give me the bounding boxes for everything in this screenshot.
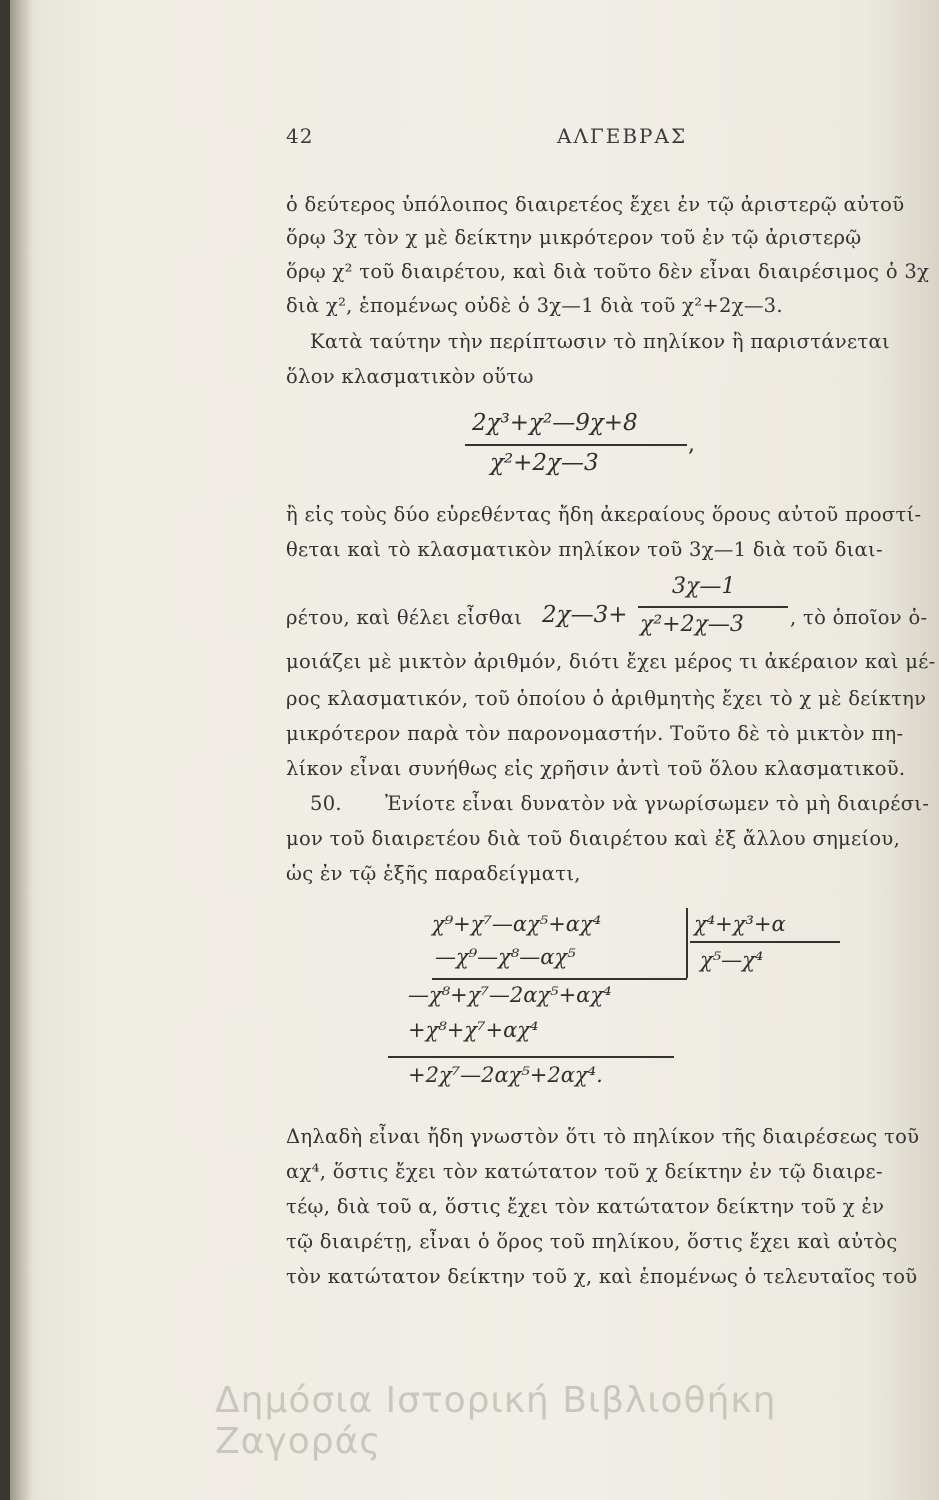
quotient-rule [690, 941, 840, 943]
text-line: ὁ δεύτερος ὑπόλοιπος διαιρετέος ἔχει ἐν τῷ ἀριστερῷ αὐτοῦ [286, 193, 905, 216]
fraction-bar [465, 444, 687, 446]
text-line: ἢ εἰς τοὺς δύο εὑρεθέντας ἤδη ἀκεραίους ὅρους αὐτοῦ προστί- [286, 503, 922, 526]
equation-denominator: χ²+2χ—3 [640, 612, 744, 637]
text-line: ὅρῳ 3χ τὸν χ μὲ δείκτην μικρότερον τοῦ ἐν τῷ ἀριστερῷ [286, 226, 862, 249]
fraction-bar [638, 606, 788, 608]
division-remainder: +2χ⁷—2αχ⁵+2αχ⁴. [408, 1063, 603, 1087]
text-line: ρος κλασματικόν, τοῦ ὁποίου ὁ ἀριθμητὴς ἔχει τὸ χ μὲ δείκτην [286, 687, 927, 710]
page-number: 42 [286, 124, 314, 148]
text-line: θεται καὶ τὸ κλασματικὸν πηλίκον τοῦ 3χ—1 διὰ τοῦ διαι- [286, 538, 883, 561]
division-vertical-bar [686, 908, 688, 978]
text-line: , τὸ ὁποῖον ὁ- [790, 606, 928, 629]
text-line: ὅρῳ χ² τοῦ διαιρέτου, καὶ διὰ τοῦτο δὲν εἶναι διαιρέσιμος ὁ 3χ [286, 260, 930, 283]
text-line: μικρότερον παρὰ τὸν παρονομαστήν. Τοῦτο δὲ τὸ μικτὸν πη- [286, 722, 904, 745]
text-line: τῷ διαιρέτῃ, εἶναι ὁ ὅρος τοῦ πηλίκου, ὅστις ἔχει καὶ αὐτὸς [286, 1230, 898, 1253]
text-line: λίκον εἶναι συνήθως εἰς χρῆσιν ἀντὶ τοῦ ὅλου κλασματικοῦ. [286, 757, 906, 780]
text-line: ὡς ἐν τῷ ἑξῆς παραδείγματι, [286, 862, 581, 885]
division-rule [388, 1056, 674, 1058]
equation-denominator: χ²+2χ—3 [490, 450, 599, 476]
library-watermark: Δημόσια Ιστορική Βιβλιοθήκη Ζαγοράς [215, 1380, 777, 1462]
running-title: ΑΛΓΕΒΡΑΣ [557, 124, 688, 148]
text-line: μοιάζει μὲ μικτὸν ἀριθμόν, διότι ἔχει μέρος τι ἀκέραιον καὶ μέ- [286, 650, 936, 673]
equation-numerator: 3χ—1 [672, 574, 736, 599]
division-divisor: χ⁴+χ³+α [694, 912, 786, 936]
text-line: Ἐνίοτε εἶναι δυνατὸν νὰ γνωρίσωμεν τὸ μὴ διαιρέσι- [385, 792, 930, 815]
text-line: μον τοῦ διαιρετέου διὰ τοῦ διαιρέτου καὶ ἐξ ἄλλου σημείου, [286, 827, 901, 850]
book-page [10, 0, 939, 1500]
division-quotient: χ⁵—χ⁴ [700, 948, 764, 972]
equation-expression: 2χ—3+ [542, 602, 628, 628]
text-line: τέῳ, διὰ τοῦ α, ὅστις ἔχει τὸν κατώτατον δείκτην τοῦ χ ἐν [286, 1195, 885, 1218]
page-gutter [10, 0, 32, 1500]
text-line: διὰ χ², ἑπομένως οὐδὲ ὁ 3χ—1 διὰ τοῦ χ²+2χ—3. [286, 294, 783, 317]
text-line: Δηλαδὴ εἶναι ἤδη γνωστὸν ὅτι τὸ πηλίκον τῆς διαιρέσεως τοῦ [286, 1125, 920, 1148]
section-number: 50. [310, 792, 342, 815]
division-dividend: χ⁹+χ⁷—αχ⁵+αχ⁴ [432, 912, 602, 936]
division-rule [432, 978, 687, 980]
text-line: ὅλον κλασματικὸν οὕτω [286, 365, 534, 388]
division-remainder-row: —χ⁸+χ⁷—2αχ⁵+αχ⁴ [408, 983, 612, 1007]
equation-comma: , [688, 432, 695, 457]
text-line: αχ⁴, ὅστις ἔχει τὸν κατώτατον τοῦ χ δείκτην ἐν τῷ διαιρε- [286, 1160, 883, 1183]
division-subtraction-row: +χ⁸+χ⁷+αχ⁴ [408, 1018, 539, 1042]
text-line: Κατὰ ταύτην τὴν περίπτωσιν τὸ πηλίκον ἢ παριστάνεται [310, 330, 890, 353]
division-subtraction-row: —χ⁹—χ⁸—αχ⁵ [435, 945, 576, 969]
equation-numerator: 2χ³+χ²—9χ+8 [472, 410, 638, 436]
text-line: ρέτου, καὶ θέλει εἶσθαι [286, 606, 523, 629]
text-line: τὸν κατώτατον δείκτην τοῦ χ, καὶ ἑπομένως ὁ τελευταῖος τοῦ [286, 1265, 918, 1288]
